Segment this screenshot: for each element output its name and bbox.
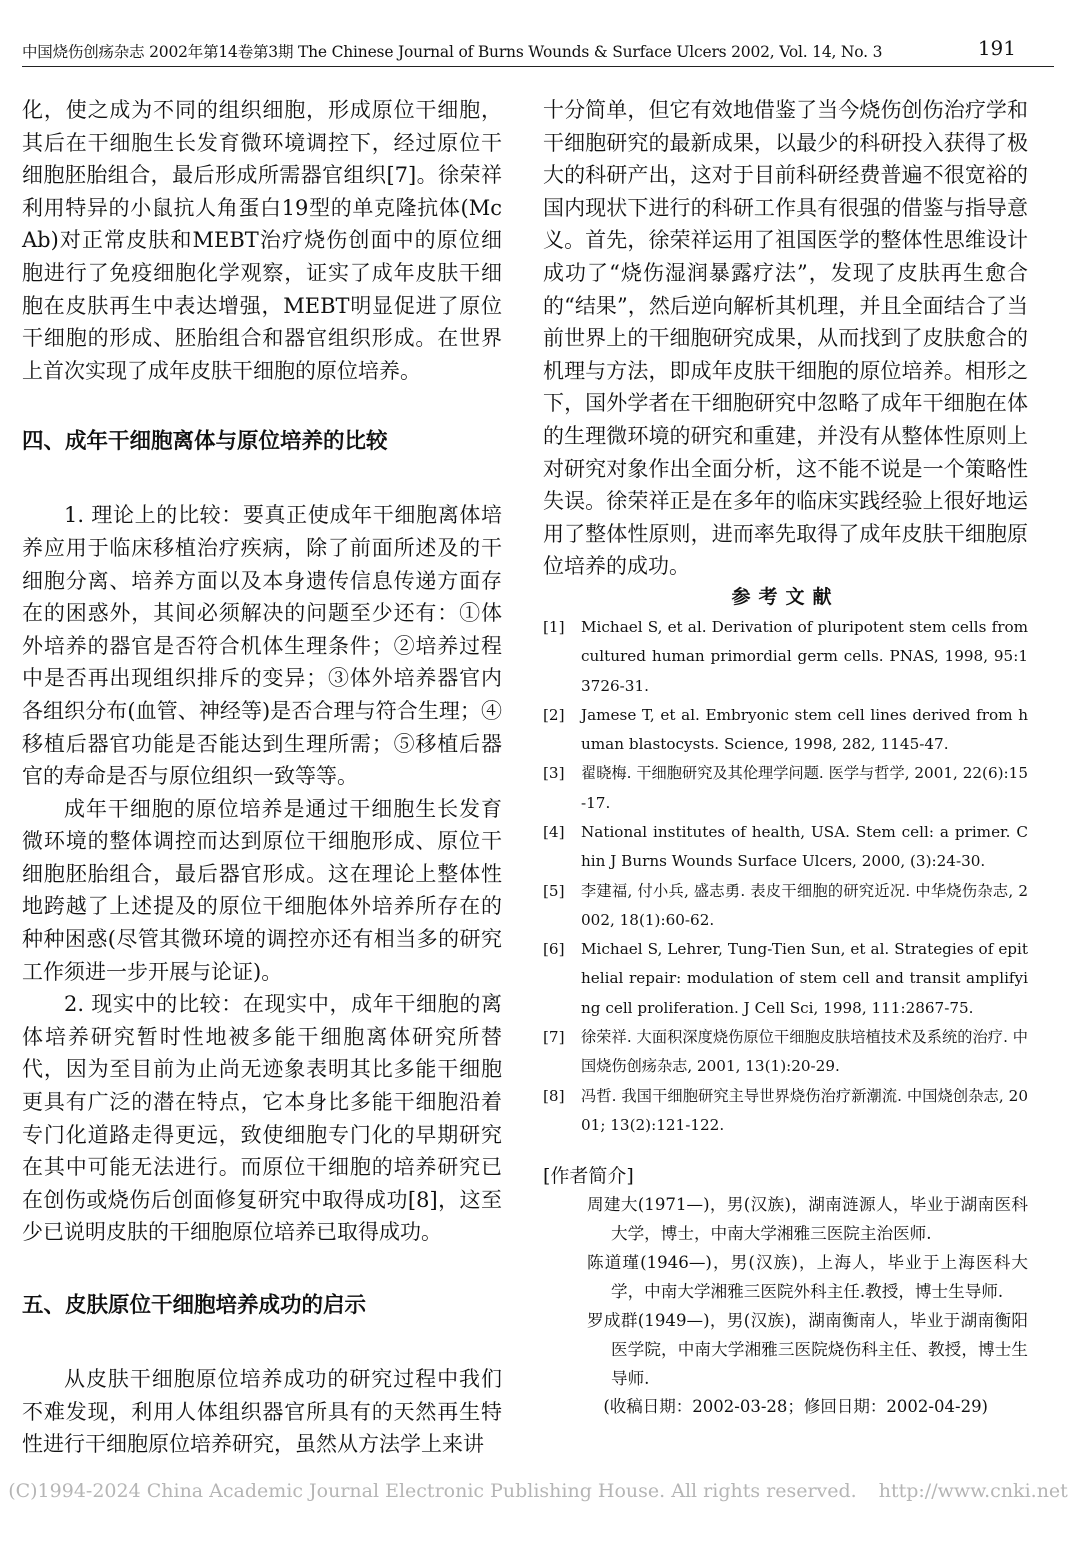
left-column [22,94,502,1461]
author-bio: 周建大(1971—)，男(汉族)，湖南涟源人，毕业于湖南医科大学，博士，中南大学湘雅三医院主治医师. [587,1195,1028,1244]
reference-item: [4] National institutes of health, USA. Stem cell: a primer. Chin J Burns Wounds Surface Ulcers, 2000, (3):24-30. [543,822,1028,871]
reference-item: [3] 翟晓梅. 干细胞研究及其伦理学问题. 医学与哲学, 2001, 22(6):15-17. [543,764,1028,812]
page-number: 191 [977,36,1016,60]
reference-item: [6] Michael S, Lehrer, Tung-Tien Sun, et al. Strategies of epithelial repair: modulation of stem cell and transit amplifying cell proliferation. J Cell Sci, 1998, 111:2867-75. [543,940,1028,1017]
paragraph: 2. 现实中的比较：在现实中，成年干细胞的离体培养研究暂时性地被多能干细胞离体研究所替代，因为至目前为止尚无迹象表明其比多能干细胞更具有广泛的潜在特点，它本身比多能干细胞沿着专门化道路走得更远，致使细胞专门化的早期研究在其中可能无法进行。而原位干细胞的培养研究已在创伤或烧伤后创面修复研究中取得成功[8]，这至少已说明皮肤的干细胞原位培养已取得成功。 [22,992,502,1245]
reference-list [543,613,1028,1140]
paragraph: 十分简单，但它有效地借鉴了当今烧伤创伤治疗学和干细胞研究的最新成果，以最少的科研投入获得了极大的科研产出，这对于目前科研经费普遍不很宽裕的国内现状下进行的科研工作具有很强的借鉴与指导意义。首先，徐荣祥运用了祖国医学的整体性思维设计成功了“烧伤湿润暴露疗法”，发现了皮肤再生愈合的“结果”，然后逆向解析其机理，并且全面结合了当前世界上的干细胞研究成果，从而找到了皮肤愈合的机理与方法，即成年皮肤干细胞的原位培养。相形之下，国外学者在干细胞研究中忽略了成年干细胞在体的生理微环境的研究和重建，并没有从整体性原则上对研究对象作出全面分析，这不能不说是一个策略性失误。徐荣祥正是在多年的临床实践经验上很好地运用了整体性原则，进而率先取得了成年皮肤干细胞原位培养的成功。 [543,98,1028,579]
paragraph: 1. 理论上的比较：要真正使成年干细胞离体培养应用于临床移植治疗疾病，除了前面所述及的干细胞分离、培养方面以及本身遗传信息传递方面存在的困惑外，其间必须解决的问题至少还有：①体外培养的器官是否符合机体生理条件；②培养过程中是否再出现组织排斥的变异；③体外培养器官内各组织分布(血管、神经等)是否合理与符合生理；④移植后器官功能是否能达到生理所需；⑤移植后器官的寿命是否与原位组织一致等等。 [22,503,502,789]
author-bio: 罗成群(1949—)，男(汉族)，湖南衡南人，毕业于湖南衡阳医学院，中南大学湘雅三医院烧伤科主任、教授，博士生导师. [587,1311,1028,1389]
reference-item: [1] Michael S, et al. Derivation of pluripotent stem cells from cultured human primordial germ cells. PNAS, 1998, 95:13726-31. [543,617,1028,695]
running-header [22,36,1054,67]
copyright-footer [0,1480,1076,1502]
journal-citation: 中国烧伤创疡杂志 2002年第14卷第3期 The Chinese Journal of Burns Wounds & Surface Ulcers 2002, Vol. 14, No. 3 [22,43,883,61]
author-bio: 陈道瑾(1946—)，男(汉族)，上海人，毕业于上海医科大学，中南大学湘雅三医院外科主任.教授，博士生导师. [587,1253,1028,1302]
reference-item: [8] 冯哲. 我国干细胞研究主导世界烧伤治疗新潮流. 中国烧创杂志, 2001; 13(2):121-122. [543,1086,1028,1134]
received-date: (收稿日期：2002-03-28；修回日期：2002-04-29) [603,1397,988,1417]
author-intro-title: [作者简介] [543,1165,634,1188]
right-column [543,94,1028,1421]
paragraph: 成年干细胞的原位培养是通过干细胞生长发育微环境的整体调控而达到原位干细胞形成、原位干细胞胚胎组合，最后器官形成。这在理论上整体性地跨越了上述提及的原位干细胞体外培养所存在的种种困惑(尽管其微环境的调控亦还有相当多的研究工作须进一步开展与论证)。 [22,796,502,984]
copyright-text: (C)1994-2024 China Academic Journal Electronic Publishing House. All rights reserved. [8,1480,857,1502]
section-heading-4: 四、成年干细胞离体与原位培养的比较 [22,429,388,455]
paragraph: 从皮肤干细胞原位培养成功的研究过程中我们不难发现，利用人体组织器官所具有的天然再生特性进行干细胞原位培养研究，虽然从方法学上来讲 [22,1367,502,1457]
author-list [543,1190,1028,1393]
reference-item: [2] Jamese T, et al. Embryonic stem cell lines derived from human blastocysts. Science, 1998, 282, 1145-47. [543,705,1028,754]
reference-item: [5] 李建福, 付小兵, 盛志勇. 表皮干细胞的研究近况. 中华烧伤杂志, 2002, 18(1):60-62. [543,881,1028,929]
section-heading-5: 五、皮肤原位干细胞培养成功的启示 [22,1293,367,1318]
footer-url[interactable]: http://www.cnki.net [878,1480,1068,1502]
references-title: 参考文献 [731,585,840,608]
reference-item: [7] 徐荣祥. 大面积深度烧伤原位干细胞皮肤培植技术及系统的治疗. 中国烧伤创疡杂志, 2001, 13(1):20-29. [543,1028,1028,1076]
paragraph: 化，使之成为不同的组织细胞，形成原位干细胞，其后在干细胞生长发育微环境调控下，经过原位干细胞胚胎组合，最后形成所需器官组织[7]。徐荣祥利用特异的小鼠抗人角蛋白19型的单克隆抗体(McAb)对正常皮肤和MEBT治疗烧伤创面中的原位细胞进行了免疫细胞化学观察，证实了成年皮肤干细胞在皮肤再生中表达增强，MEBT明显促进了原位干细胞的形成、胚胎组合和器官组织形成。在世界上首次实现了成年皮肤干细胞的原位培养。 [22,98,502,383]
